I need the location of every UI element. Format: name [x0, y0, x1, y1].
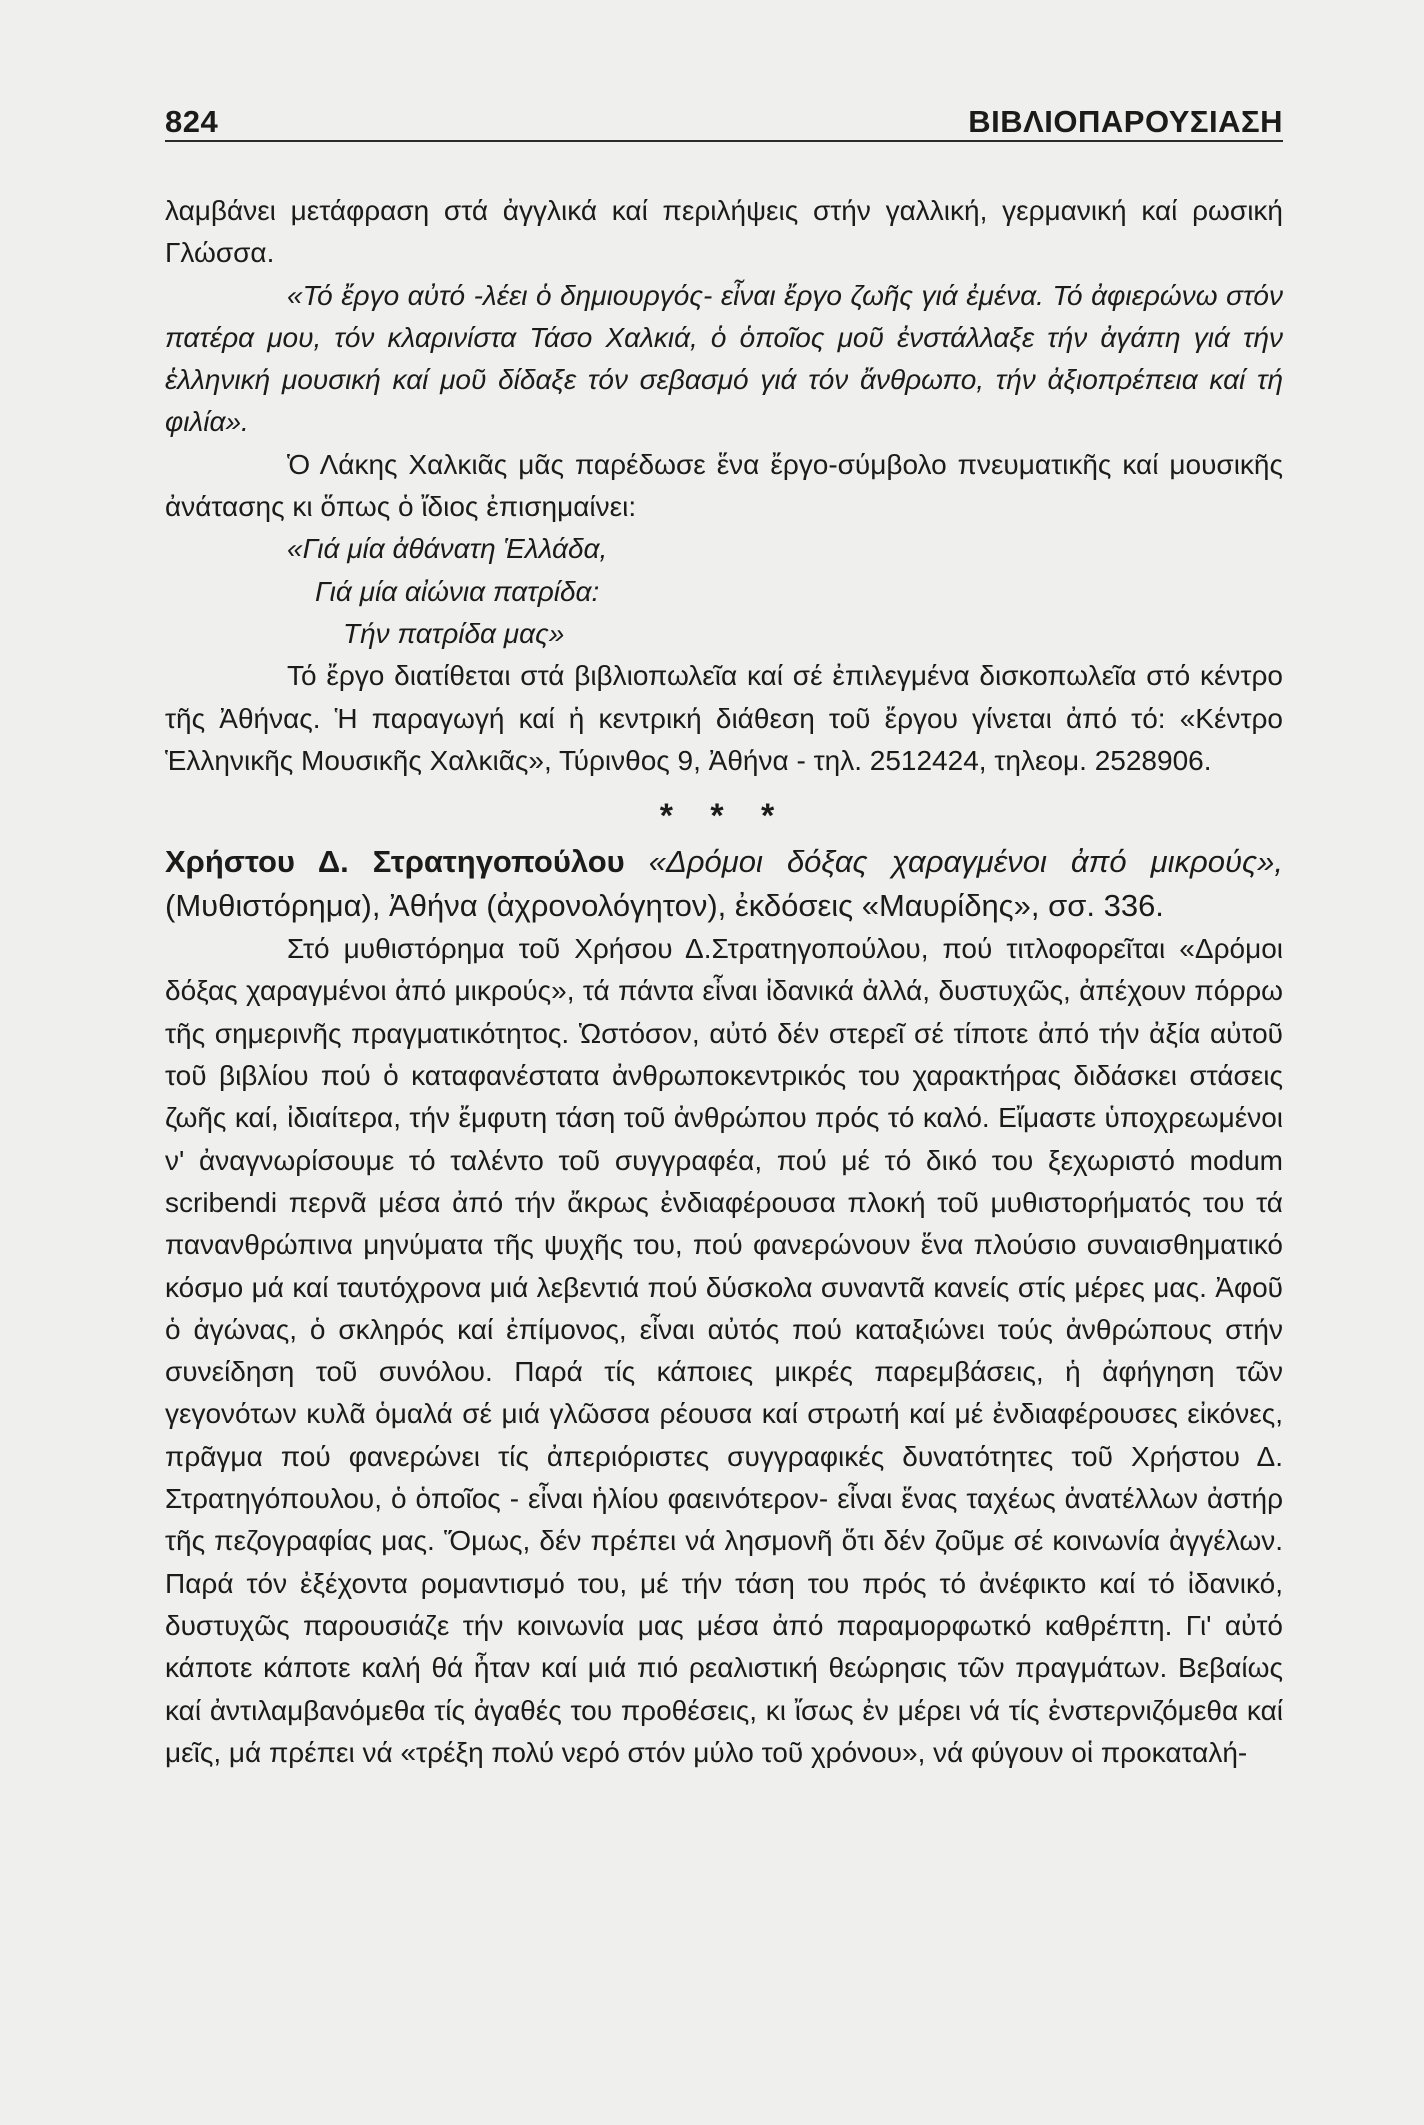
page-number: 824 — [165, 104, 219, 139]
book-details: (Μυθιστόρημα), Ἀθήνα (ἀχρονολόγητον), ἐκδόσεις «Μαυρίδης», σσ. 336. — [165, 888, 1164, 924]
header-rule — [165, 140, 1283, 142]
review-body: Στό μυθιστόρημα τοῦ Χρήσου Δ.Στρατηγοπούλου, πού τιτλοφορεῖται «Δρόμοι δόξας χαραγμένοι ἀπό μικρούς», τά πάντα εἶναι ἰδανικά ἀλλά, δυστυχῶς, ἀπέχουν πόρρω τῆς σημερινῆς πραγματικότητος. Ὡστόσον, αὐτό δέν στερεῖ σέ τίποτε ἀπό τήν ἀξία αὐτοῦ τοῦ βιβλίου πού ὁ καταφανέστατα ἀνθρωποκεντρικός του χαρακτήρας διδάσκει στάσεις ζωῆς καί, ἰδιαίτερα, τήν ἔμφυτη τάση τοῦ ἀνθρώπου πρός τό καλό. Εἴμαστε ὑποχρεωμένοι ν' ἀναγνωρίσουμε τό ταλέντο τοῦ συγγραφέα, πού μέ τό δικό του ξεχωριστό modum scribendi περνᾶ μέσα ἀπό τήν ἄκρως ἐνδιαφέρουσα πλοκή τοῦ μυθιστορήματός του τά πανανθρώπινα μηνύματα τῆς ψυχῆς του, πού φανερώνουν ἕνα πλούσιο συναισθηματικό κόσμο μά καί ταυτόχρονα μιά λεβεντιά πού δύσκολα συναντᾶ κανείς στίς μέρες μας. Ἀφοῦ ὁ ἀγώνας, ὁ σκληρός καί ἐπίμονος, εἶναι αὐτός πού καταξιώνει τούς ἀνθρώπους στήν συνείδηση τοῦ συνόλου. Παρά τίς κάποιες μικρές παρεμβάσεις, ἡ ἀφήγηση τῶν γεγονότων κυλᾶ ὁμαλά σέ μιά γλῶσσα ρέουσα καί στρωτή καί μέ ἐνδιαφέρουσες εἰκόνες, πρᾶγμα πού φανερώνει τίς ἀπεριόριστες συγγραφικές δυνατότητες τοῦ Χρήστου Δ. Στρατηγόπουλου, ὁ ὁποῖος - εἶναι ἡλίου φαεινότερον- εἶναι ἕνας ταχέως ἀνατέλλων ἀστήρ τῆς πεζογραφίας μας. Ὅμως, δέν πρέπει νά λησμονῆ ὅτι δέν ζοῦμε σέ κοινωνία ἀγγέλων. Παρά τόν ἐξέχοντα ρομαντισμό του, μέ τήν τάση του πρός τό ἀνέφικτο καί τό ἰδανικό, δυστυχῶς παρουσιάζε τήν κοινωνία μας μέσα ἀπό παραμορφωτκό καθρέπτη. Γι' αὐτό κάποτε κάποτε καλή θά ἦταν καί μιά πιό ρεαλιστική θεώρησις τῶν πραγμάτων. Βεβαίως καί ἀντιλαμβανόμεθα τίς ἀγαθές του προθέσεις, κι ἴσως ἐν μέρει νά τίς ἐνστερνιζόμεθα καί μεῖς, μά πρέπει νά «τρέξη πολύ νερό στόν μύλο τοῦ χρόνου», νά φύγουν οἱ προκαταλή- — [165, 933, 1283, 1768]
poem-line: Γιά μία αἰώνια πατρίδα: — [315, 575, 600, 607]
book-author: Χρήστου Δ. Στρατηγοπούλου — [165, 844, 625, 880]
page-header — [165, 104, 1283, 144]
paragraph-symbol-work: Ὁ Λάκης Χαλκιᾶς μᾶς παρέδωσε ἕνα ἔργο-σύμβολο πνευματικῆς καί μουσικῆς ἀνάτασης κι ὅπως ὁ ἴδιος ἐπισημαίνει: — [165, 448, 1283, 523]
paragraph-translations: λαμβάνει μετάφραση στά ἀγγλικά καί περιλήψεις στήν γαλλική, γερμανική καί ρωσική Γλώσσα. — [165, 195, 1283, 269]
section-separator: * * * — [659, 797, 789, 836]
poem-line: Τήν πατρίδα μας» — [343, 617, 565, 649]
poem-line: «Γιά μία ἀθάνατη Ἑλλάδα, — [287, 533, 608, 565]
page-body — [165, 190, 1283, 1774]
paragraph-quote: «Τό ἔργο αὐτό -λέει ὁ δημιουργός- εἶναι ἔργο ζωῆς γιά ἐμένα. Τό ἀφιερώνω στόν πατέρα μου, τόν κλαρινίστα Τάσο Χαλκιά, ὁ ὁποῖος μοῦ ἐνστάλλαξε τήν ἀγάπη γιά τήν ἑλληνική μουσική καί μοῦ δίδαξε τόν σεβασμό γιά τόν ἄνθρωπο, τήν ἀξιοπρέπεια καί τή φιλία». — [165, 279, 1283, 438]
book-heading — [165, 840, 1283, 928]
poem-quote — [165, 528, 1283, 655]
running-title: ΒΙΒΛΙΟΠΑΡΟΥΣΙΑΣΗ — [968, 104, 1283, 139]
book-title: «Δρόμοι δόξας χαραγμένοι ἀπό μικρούς», — [648, 844, 1283, 880]
paragraph-availability: Τό ἔργο διατίθεται στά βιβλιοπωλεῖα καί σέ ἐπιλεγμένα δισκοπωλεῖα στό κέντρο τῆς Ἀθήνας. Ἡ παραγωγή καί ἡ κεντρική διάθεση τοῦ ἔργου γίνεται ἀπό τό: «Κέντρο Ἑλληνικῆς Μουσικῆς Χαλκιᾶς», Τύρινθος 9, Ἀθήνα - τηλ. 2512424, τηλεομ. 2528906. — [165, 660, 1283, 776]
